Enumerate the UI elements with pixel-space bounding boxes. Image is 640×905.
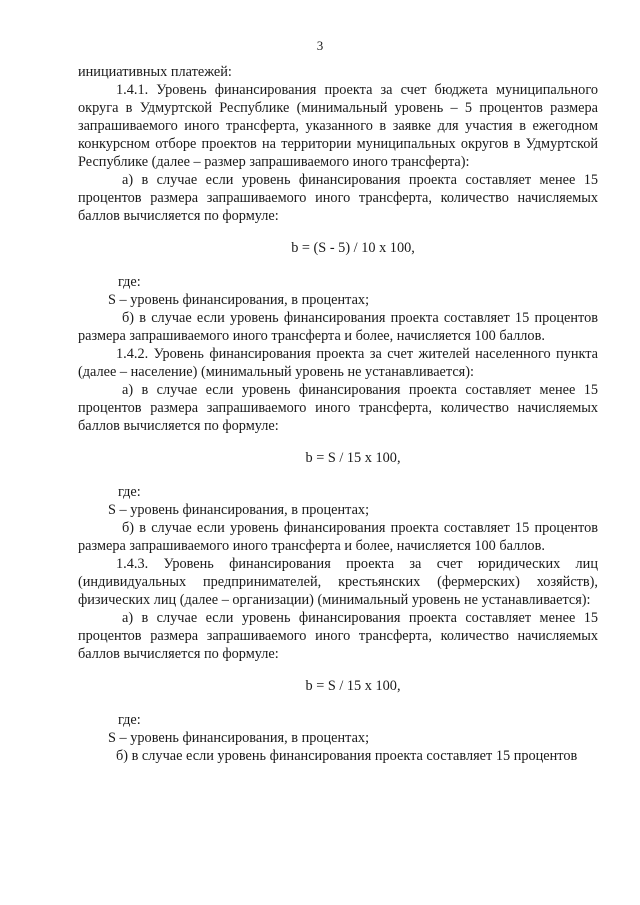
- formula-2: b = S / 15 х 100,: [305, 450, 401, 466]
- paragraph-1-4-2-b: б) в случае если уровень финансирования проекта составляет 15 процентов размера запрашиваемого иного трансферта и более, начисляется 100 баллов.: [78, 520, 598, 554]
- where-label: где:: [118, 484, 141, 500]
- paragraph-1-4-3-a: а) в случае если уровень финансирования проекта составляет менее 15 процентов размера запрашиваемого иного трансферта, количество начисляемых баллов вычисляется по формуле:: [78, 610, 598, 662]
- paragraph-1-4-1: 1.4.1. Уровень финансирования проекта за счет бюджета муниципального округа в Удмуртской Республике (минимальный уровень – 5 процентов размера запрашиваемого иного трансферта, указанного в заявке для участия в ежегодном конкурсном отборе проектов на территории муниципальных округов в Удмуртской Республике (далее – размер запрашиваемого иного трансферта):: [78, 82, 598, 170]
- paragraph-continuation: инициативных платежей:: [78, 64, 232, 80]
- paragraph-1-4-2: 1.4.2. Уровень финансирования проекта за счет жителей населенного пункта (далее – население) (минимальный уровень не устанавливается):: [78, 346, 598, 380]
- page-number: 3: [316, 38, 324, 53]
- paragraph-1-4-3-b: б) в случае если уровень финансирования проекта составляет 15 процентов: [116, 748, 578, 764]
- paragraph-1-4-2-a: а) в случае если уровень финансирования проекта составляет менее 15 процентов размера запрашиваемого иного трансферта, количество начисляемых баллов вычисляется по формуле:: [78, 382, 598, 434]
- variable-definition: S – уровень финансирования, в процентах;: [108, 502, 370, 518]
- where-label: где:: [118, 712, 141, 728]
- paragraph-1-4-1-b: б) в случае если уровень финансирования проекта составляет 15 процентов размера запрашиваемого иного трансферта и более, начисляется 100 баллов.: [78, 310, 598, 344]
- paragraph-1-4-3: 1.4.3. Уровень финансирования проекта за счет юридических лиц (индивидуальных предпринимателей, крестьянских (фермерских) хозяйств), физических лиц (далее – организации) (минимальный уровень не устанавливается):: [78, 556, 598, 608]
- variable-definition: S – уровень финансирования, в процентах;: [108, 730, 370, 746]
- variable-definition: S – уровень финансирования, в процентах;: [108, 292, 370, 308]
- where-label: где:: [118, 274, 141, 290]
- document-body: [78, 63, 598, 765]
- formula-3: b = S / 15 х 100,: [305, 678, 401, 694]
- paragraph-1-4-1-a: а) в случае если уровень финансирования проекта составляет менее 15 процентов размера запрашиваемого иного трансферта, количество начисляемых баллов вычисляется по формуле:: [78, 172, 598, 224]
- formula-1: b = (S - 5) / 10 х 100,: [291, 240, 415, 256]
